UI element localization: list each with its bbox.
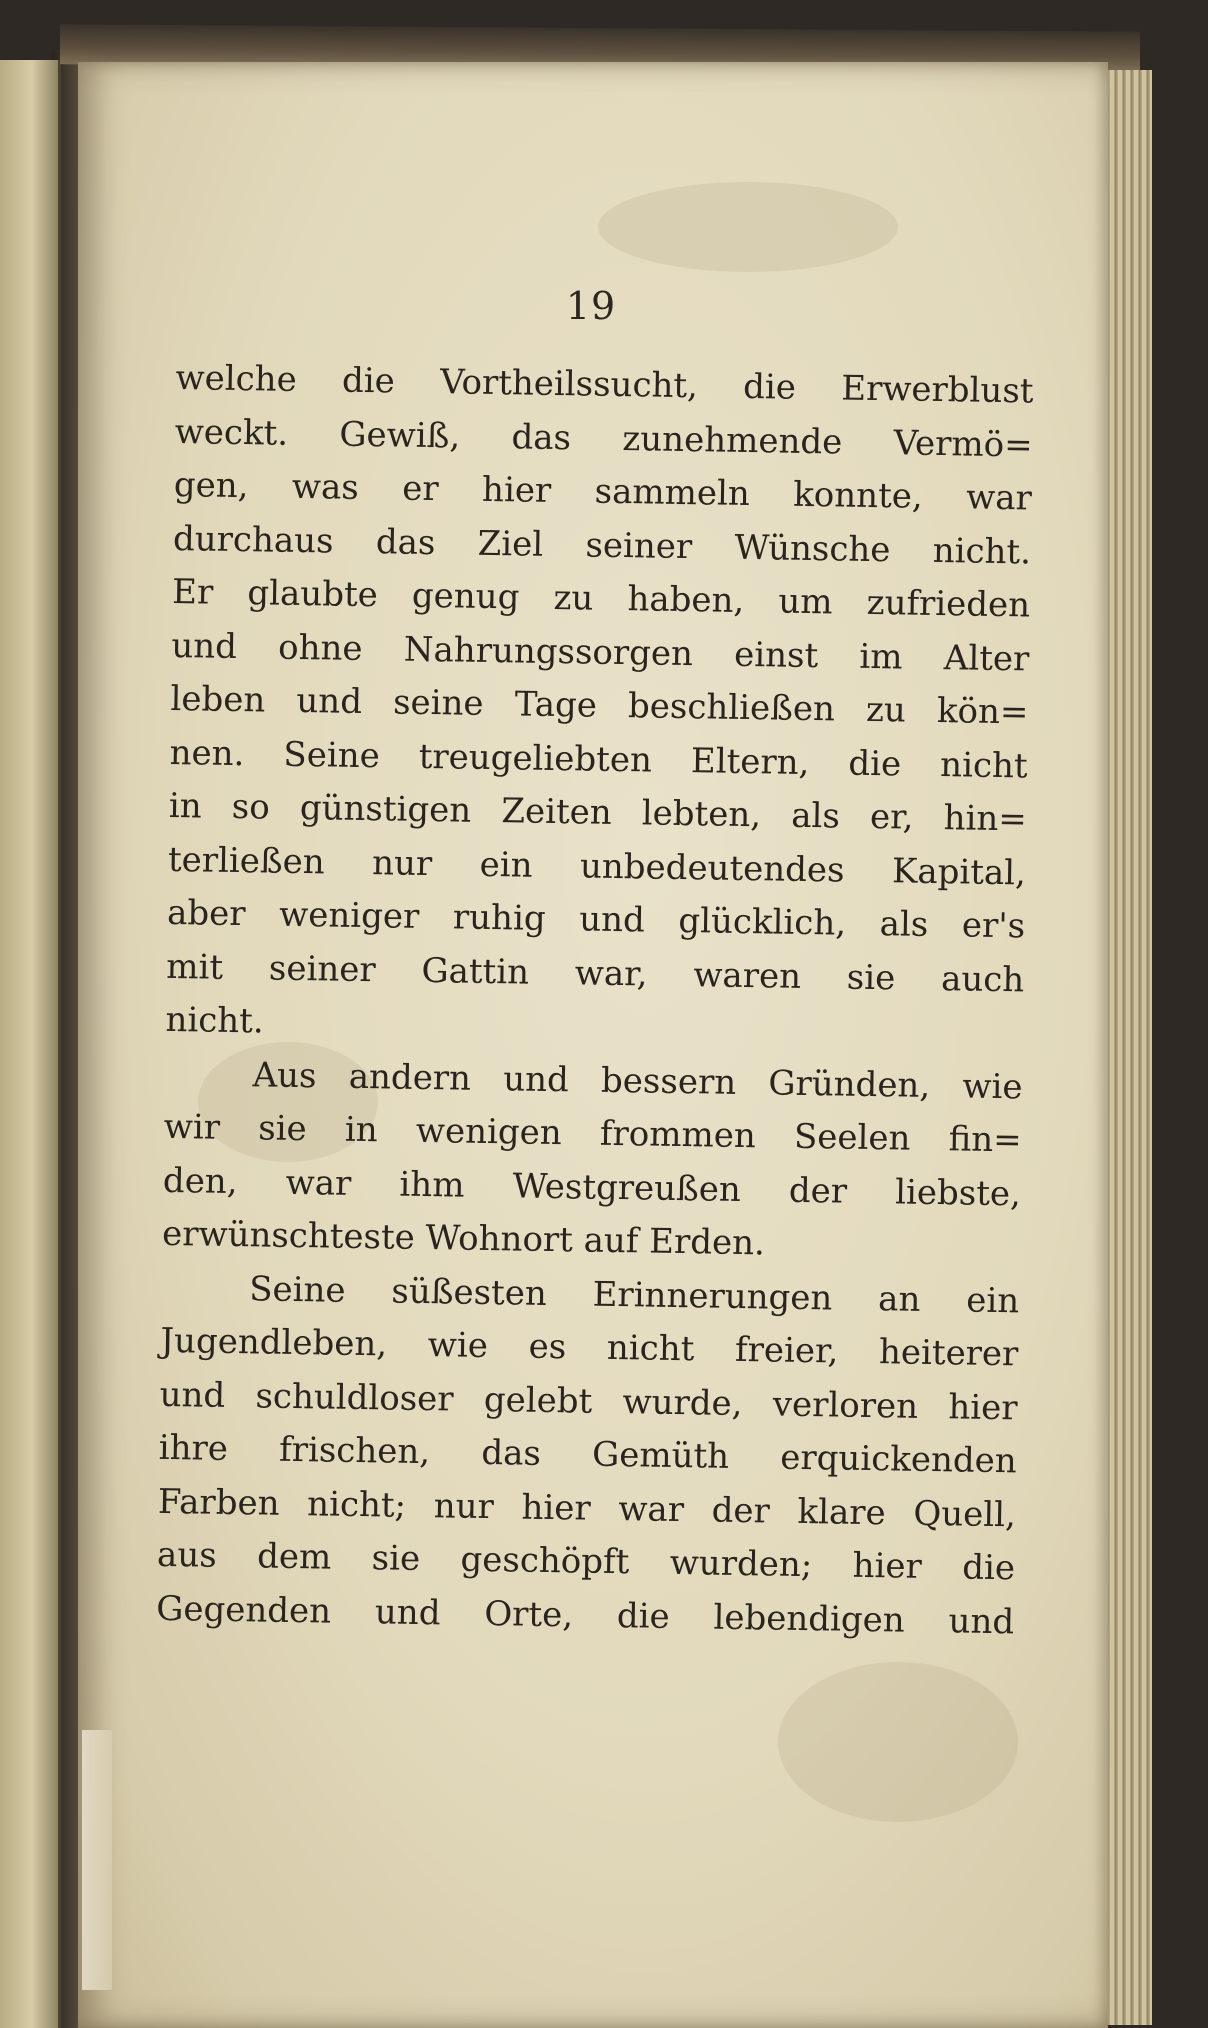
text-line: mit seiner Gattin war, waren sie auch <box>166 946 1025 1000</box>
text-line: aus dem sie geschöpft wurden; hier die <box>156 1534 1016 1589</box>
body-text <box>156 352 1034 1649</box>
text-line: den, war ihm Westgreußen der liebste, <box>162 1160 1022 1214</box>
text-line: nen. Seine treugeliebten Eltern, die nicht <box>169 732 1028 786</box>
paper-stain <box>778 1662 1018 1822</box>
text-line: und ohne Nahrungssorgen einst im Alter <box>171 625 1030 679</box>
text-line: ihre frischen, das Gemüth erquickenden <box>158 1427 1017 1482</box>
page-number: 19 <box>565 284 617 328</box>
text-line: aber weniger ruhig und glücklich, als er's <box>166 892 1026 947</box>
text-line: Aus andern und bessern Gründen, wie <box>252 1054 1023 1107</box>
book-page <box>78 62 1108 2028</box>
text-line: und schuldloser gelebt wurde, verloren hier <box>159 1374 1018 1428</box>
text-line: in so günstigen Zeiten lebten, als er, hin= <box>168 785 1028 840</box>
text-line: welche die Vortheilssucht, die Erwerblust <box>175 357 1034 412</box>
torn-paper-fragment <box>82 1730 112 1990</box>
text-line: nicht. <box>165 999 264 1042</box>
text-line: Er glaubte genug zu haben, um zufrieden <box>171 571 1031 626</box>
text-line: Seine süßesten Erinnerungen an ein <box>248 1268 1020 1321</box>
text-line: wir sie in wenigen frommen Seelen fin= <box>163 1106 1023 1161</box>
text-line: weckt. Gewiß, das zunehmende Vermö= <box>174 411 1033 465</box>
paper-stain <box>598 182 898 272</box>
text-line: durchaus das Ziel seiner Wünsche nicht. <box>172 518 1032 572</box>
text-line: Gegenden und Orte, die lebendigen und <box>155 1588 1015 1642</box>
text-line: leben und seine Tage beschließen zu kön= <box>170 678 1029 733</box>
text-line: Farben nicht; nur hier war der klare Quell, <box>157 1481 1017 1535</box>
text-line: gen, was er hier sammeln konnte, war <box>173 464 1033 519</box>
previous-page-edge <box>0 60 61 2028</box>
text-line: Jugendleben, wie es nicht freier, heiterer <box>160 1320 1019 1375</box>
text-line: erwünschteste Wohnort auf Erden. <box>161 1213 766 1264</box>
text-line: terließen nur ein unbedeutendes Kapital, <box>167 839 1027 893</box>
